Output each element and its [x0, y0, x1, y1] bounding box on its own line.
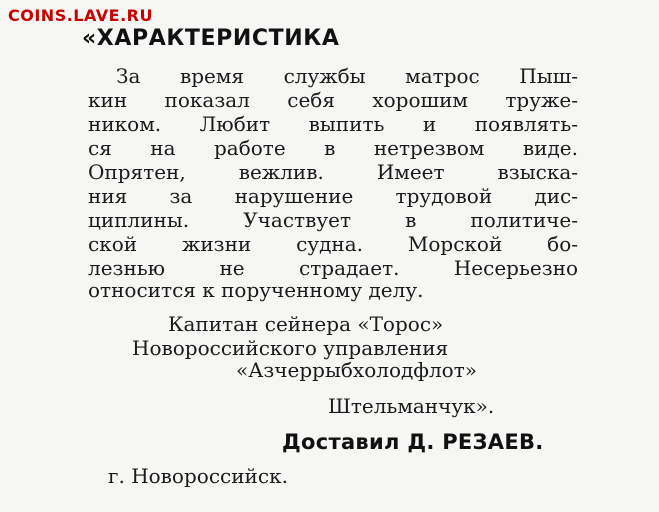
body-line: циплины. Участвует в политиче- — [88, 208, 578, 232]
body-line: относится к порученному делу. — [88, 278, 424, 302]
body-line: лезнью не страдает. Несерьезно — [88, 256, 578, 280]
body-line: ния за нарушение трудовой дис- — [88, 184, 578, 208]
delivered-by: Доставил Д. РЕЗАЕВ. — [282, 430, 544, 454]
body-line: ской жизни судна. Морской бо- — [88, 232, 578, 256]
signature-line: Капитан сейнера «Торос» — [168, 312, 444, 336]
body-line: Опрятен, вежлив. Имеет взыска- — [88, 160, 578, 184]
article-title: «ХАРАКТЕРИСТИКА — [82, 26, 340, 51]
body-line: ся на работе в нетрезвом виде. — [88, 136, 578, 160]
site-watermark: COINS.LAVE.RU — [8, 6, 153, 25]
body-line: ником. Любит выпить и появлять- — [88, 112, 578, 136]
location: г. Новороссийск. — [108, 464, 288, 488]
signature-line: «Азчеррыбхолодфлот» — [236, 358, 477, 382]
body-line: кин показал себя хорошим труже- — [88, 88, 578, 112]
body-line: За время службы матрос Пыш- — [116, 64, 578, 88]
signature-name: Штельманчук». — [328, 394, 495, 418]
signature-line: Новороссийского управления — [132, 336, 449, 360]
